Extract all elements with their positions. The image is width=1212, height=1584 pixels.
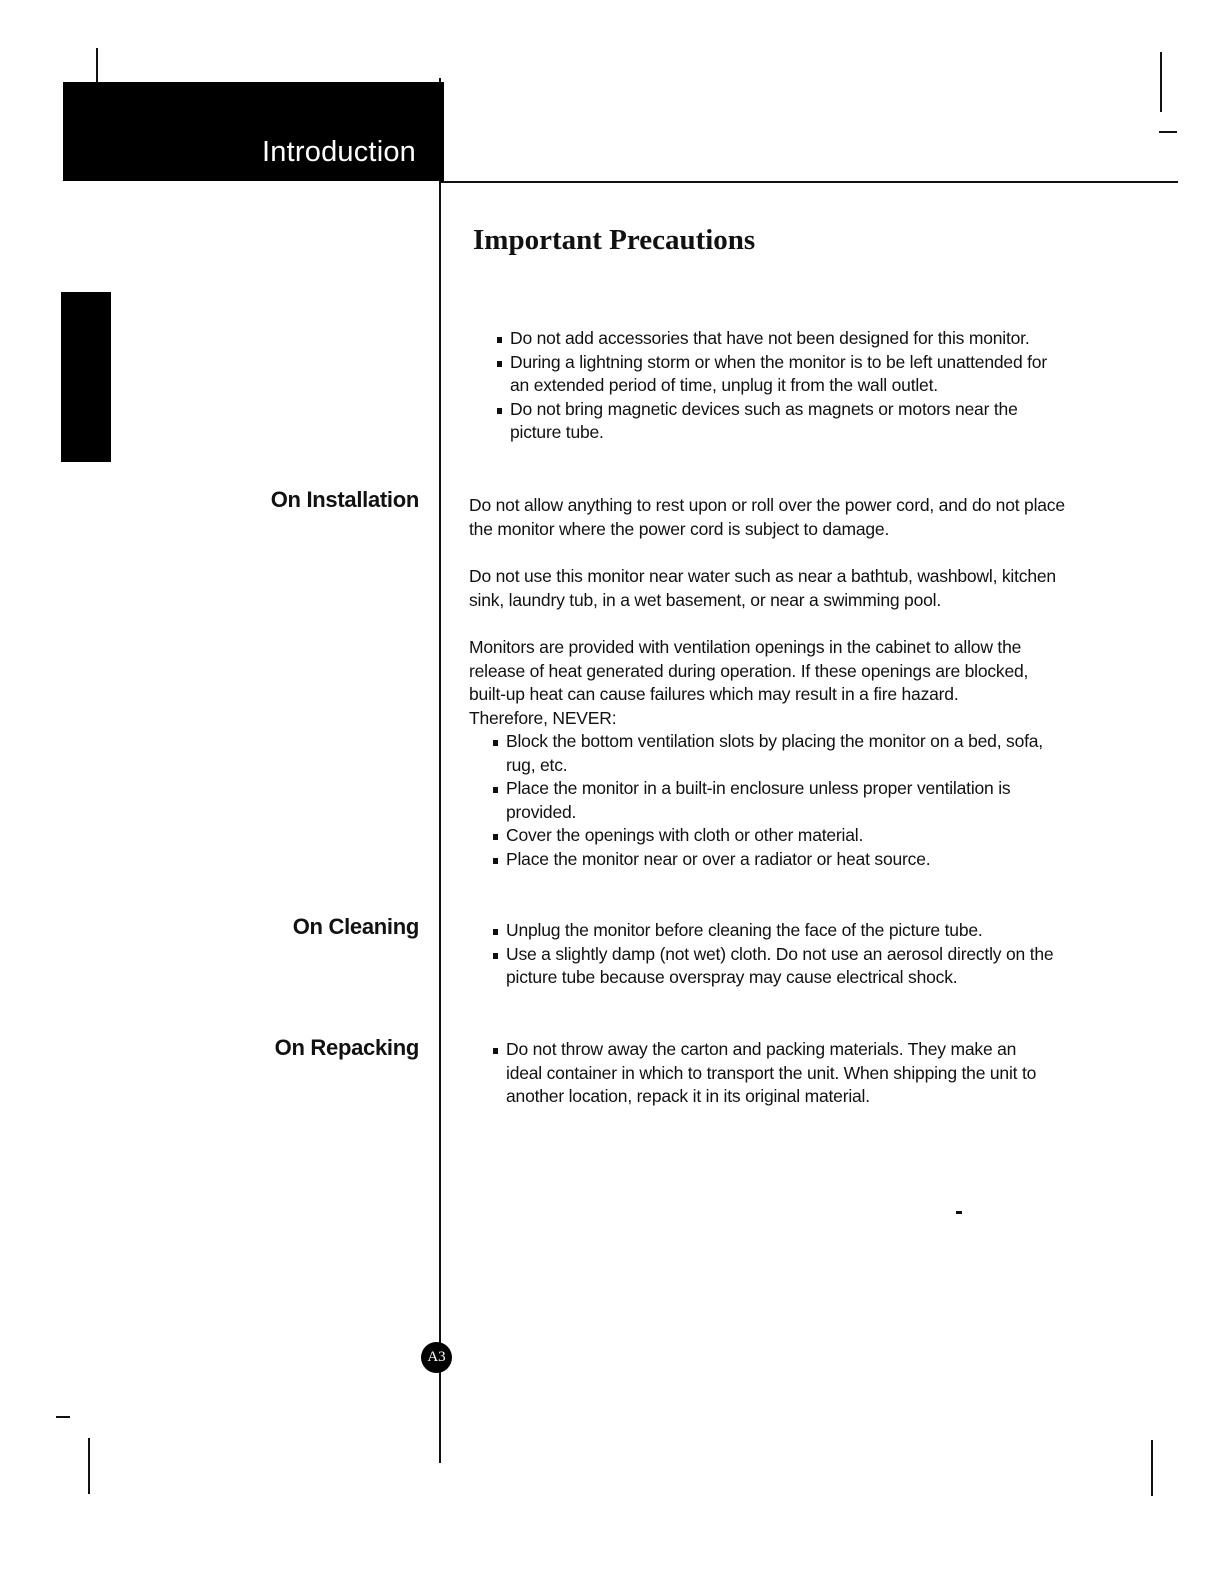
stray-mark: [956, 1211, 962, 1214]
page-number-badge: A3: [421, 1342, 452, 1373]
crop-mark: [88, 1438, 90, 1494]
list-item: Place the monitor in a built-in enclosure unless proper ventilation is provided.: [506, 777, 1069, 824]
list-item: Place the monitor near or over a radiator or heat source.: [506, 848, 1069, 872]
installation-heading: On Installation: [270, 487, 419, 512]
list-item: Use a slightly damp (not wet) cloth. Do not use an aerosol directly on the picture tube because overspray may cause electrical shock.: [506, 943, 1066, 990]
repacking-heading: On Repacking: [274, 1035, 419, 1060]
list-item: Do not throw away the carton and packing materials. They make an ideal container in which to transport the unit. When shipping the unit to another location, repack it in its original material.: [506, 1038, 1051, 1109]
list-item: Cover the openings with cloth or other material.: [506, 824, 1069, 848]
installation-section: [469, 494, 1069, 871]
paragraph: Do not use this monitor near water such as near a bathtub, washbowl, kitchen sink, laundry tub, in a wet basement, or near a swimming pool.: [469, 566, 1056, 610]
list-item: During a lightning storm or when the monitor is to be left unattended for an extended period of time, unplug it from the wall outlet.: [510, 351, 1070, 398]
list-item: Unplug the monitor before cleaning the face of the picture tube.: [506, 919, 1066, 943]
column-divider: [439, 78, 441, 1463]
crop-mark: [1159, 131, 1177, 133]
header-rule: [441, 181, 1178, 183]
repacking-section: [506, 1038, 1051, 1109]
list-item: Do not add accessories that have not been designed for this monitor.: [510, 327, 1070, 351]
general-precautions: [510, 327, 1070, 445]
crop-mark: [1160, 52, 1162, 112]
list-item: Do not bring magnetic devices such as magnets or motors near the picture tube.: [510, 398, 1070, 445]
crop-mark: [96, 48, 98, 84]
cleaning-heading: On Cleaning: [292, 914, 419, 939]
section-title: Introduction: [262, 136, 416, 168]
section-header: [63, 82, 444, 181]
crop-mark: [1151, 1440, 1153, 1496]
page-title: Important Precautions: [473, 224, 756, 256]
never-label: Therefore, NEVER:: [469, 707, 617, 728]
paragraph: Monitors are provided with ventilation openings in the cabinet to allow the release of heat generated during operation. If these openings are blocked, built-up heat can cause failures which may result in a fire hazard.: [469, 637, 1029, 704]
paragraph: Do not allow anything to rest upon or roll over the power cord, and do not place the monitor where the power cord is subject to damage.: [469, 495, 1065, 539]
chapter-tab: [61, 292, 111, 462]
cleaning-section: [506, 919, 1066, 990]
crop-mark: [56, 1416, 70, 1418]
list-item: Block the bottom ventilation slots by placing the monitor on a bed, sofa, rug, etc.: [506, 730, 1069, 777]
